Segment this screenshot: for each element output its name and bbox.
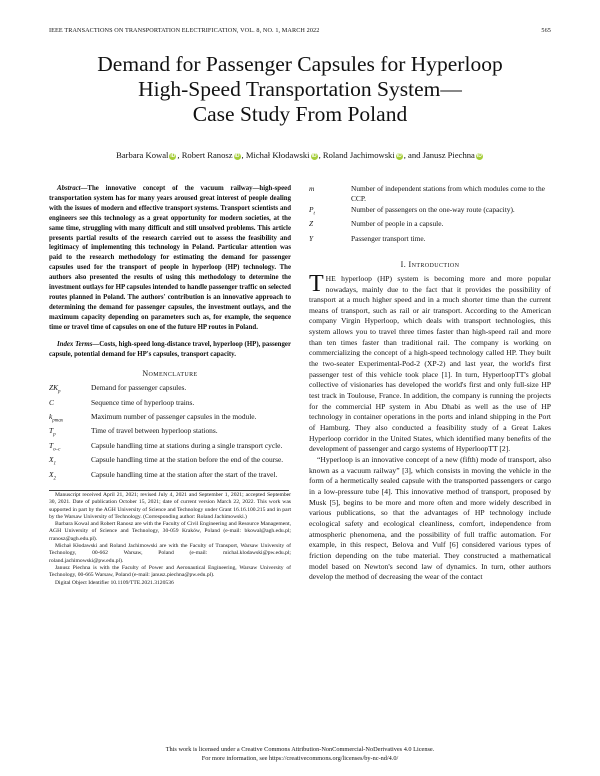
nomenclature-definition: Sequence time of hyperloop trains. [91,397,195,407]
nomenclature-symbol: $T_p$ [49,426,56,438]
author-name: Janusz Piechna [422,150,475,160]
nomenclature-symbol: $k_{pmax}$ [49,412,64,424]
title-line-3: Case Study From Poland [192,102,408,126]
intro-paragraph-2: “Hyperloop is an innovative concept of a new (fifth) mode of transport, also known as a vacuum railway” [3], which consists in moving the vehicle in the form of a hermetically sealed capsule with the transported passengers or cargo in a low-pressure tube [4]. This innovative method of transport, proposed by Musk [5], begins to be more and more often and more widely described in various publications, so that the advantages of HP technology include ecological safety and ecological cleanliness, comfort, independence from atmospheric phenomena, and the possibility of full traffic automation. For example, in this respect, Belova and Vulf [6] considered various types of friction depending on the tube material. They constructed a mathematical model based on Newton's second law of dynamics. In turn, other authors develop the method of decreasing the wear of the contact [309,455,551,582]
abstract-text: The innovative concept of the vacuum railway—high-speed transportation system has for many years aroused great interest of people dealing with the issues of modern and effective transport systems. Transport scientists and engineers see this technology as a great opportunity for modern societies, at the same time, struggling with many difficult and still unsolved problems. This article presents partial results of the research carried out to assess the feasibility and legitimacy of implementing this technology in Poland. Particular attention was paid to the research methodology for estimating the demand for passenger capsules used for the transport of people in hyperloop (HP) technology. The authors also presented the results of using this methodology to determine the investment outlays for HP capsules intended to handle passenger traffic on selected routes planned in Poland. The authors' contribution is an innovative approach to determining the demand for passenger capsules, the investment outlays, and the maximum capacity depending on parameters such as, for example, the sequence time or travel time of capsules on one of the future HP routes in Poland. [49,185,291,331]
license-line-2: For more information, see https://creativecommons.org/licenses/by-nc-nd/4.0/ [201,754,399,762]
nomenclature-symbol: m [309,184,315,193]
author-name: Roland Jachimowski [322,150,395,160]
nomenclature-definition: Capsule handling time at the station after the start of the travel. [91,469,278,479]
author-name: Robert Ranosz [181,150,233,160]
nomenclature-definition: Number of independent stations from which modules come to the CCP. [351,184,545,203]
footnote-rule [49,490,289,491]
nomenclature-symbol: $X_1$ [49,455,57,467]
title-line-2: High-Speed Transportation System— [138,77,462,101]
introduction-heading: I. Introduction [400,259,460,269]
nomenclature-definition: Time of travel between hyperloop stations. [91,426,218,436]
nomenclature-list-right [309,184,551,248]
author-separator: , and [403,150,423,160]
right-column [309,184,551,583]
orcid-icon[interactable]: iD [396,153,402,159]
abstract [49,184,291,333]
footnote-paragraph: Digital Object Identifier 10.1109/TTE.2021.3120536 [55,579,174,586]
nomenclature-list-left [49,383,291,484]
abstract-label: Abstract— [57,185,88,192]
orcid-icon[interactable]: iD [170,153,176,159]
page-number: 565 [541,27,551,34]
author-list [40,150,560,160]
author-name: Barbara Kowal [116,150,169,160]
orcid-icon[interactable]: iD [234,153,240,159]
nomenclature-symbol: Y [309,233,314,243]
left-column [49,184,291,587]
author-separator: , [318,150,323,160]
nomenclature-symbol: $X_2$ [49,469,57,482]
author-separator: , [177,150,182,160]
index-terms [49,340,291,360]
author-name: Michał Kłodawski [245,150,310,160]
footnote-paragraph: Janusz Piechna is with the Faculty of Power and Aeronautical Engineering, Warsaw University of Technology, 00-665 Warsaw, Poland (e-mail: janusz.piechna@pw.edu.pl). [49,564,291,579]
license-line-1: This work is licensed under a Creative Commons Attribution-NonCommercial-NoDerivatives 4.0 License. [165,746,435,753]
nomenclature-symbol: $ZK_p$ [49,383,61,395]
author-separator: , [241,150,246,160]
orcid-icon[interactable]: iD [311,153,317,159]
drop-cap: T [309,270,324,297]
footnote-paragraph: Barbara Kowal and Robert Ranosz are with the Faculty of Civil Engineering and Resource Management, AGH University of Science and Technology, 30-059 Kraków, Poland (e-mail: bkowal@agh.edu.pl; rranosz@agh.edu.pl). [49,521,291,542]
nomenclature-symbol: Z [309,219,314,229]
index-terms-label: Index Terms— [57,340,100,348]
nomenclature-symbol: C [49,397,54,407]
footnote-paragraph: Michał Kłodawski and Roland Jachimowski are with the Faculty of Transport, Warsaw University of Technology, 00-662 Warsaw, Poland (e-mail: michal.klodawski@pw.edu.pl; roland.jachimowski@pw.edu.pl). [49,543,291,564]
footnote-paragraph: Manuscript received April 21, 2021; revised July 4, 2021 and September 1, 2021; accepted September 30, 2021. Date of publication October 15, 2021; date of current version March 22, 2022. This work was supported in part by the AGH University of Science and Technology under Grant 16.16.100.215 and in part by the Warsaw University of Technology. (Corresponding author: Roland Jachimowski.) [49,491,291,520]
nomenclature-definition: Capsule handling time at stations during a single transport cycle. [91,440,283,450]
paper-title [40,52,560,127]
orcid-icon[interactable]: iD [476,153,482,159]
footnotes [49,492,291,587]
nomenclature-definition: Number of passengers on the one-way route (capacity). [351,204,515,214]
nomenclature-symbol: $P_t$ [309,204,315,217]
intro-paragraph-1-text: HE hyperloop (HP) system is becoming more and more popular nowadays, mainly due to the fact that it provides the possibility of transport at a much higher speed and in a much shorter time than the current means of transport, such as rail or air transport. According to the American company Virgin Hyperloop, which deals with transport technologies, this system allows you to travel three times faster than high-speed rail and more than ten times faster than traditional rail. The company is working on commercializing the concept of a high-speed technology called HP. They built the two-seater Experimental-Pod-2 (XP-2) and last year, the world's first passenger test of this vehicle took place [1]. In turn, HyperloopTT's global collective of visionaries has developed the world's first and only full-size HP test track in Toulouse, France. In addition, the company is running the projects for the commercial HP system in Abu Dhabi as well as the use of HP technology in container operations in the ports and inland shipping in the Port of Hamburg. They also conducted a feasibility study of a Great Lakes Hyperloop corridor in the United States, which identified many benefits of the development of passenger and cargo systems of HyperloopTT [2]. [309,273,551,454]
introduction-body [309,270,551,583]
nomenclature-definition: Passenger transport time. [351,233,426,243]
nomenclature-definition: Capsule handling time at the station before the end of the course. [91,455,284,465]
running-header [49,27,551,34]
index-terms-text: Costs, high-speed long-distance travel, hyperloop (HP), passenger capsule, potential demand for HP's capsules, transport capacity. [49,340,291,358]
nomenclature-symbol: $T_{o-c}$ [49,440,61,453]
license-notice [40,746,560,763]
nomenclature-definition: Demand for passenger capsules. [91,383,187,393]
journal-name: IEEE TRANSACTIONS ON TRANSPORTATION ELECTRIFICATION, VOL. 8, NO. 1, MARCH 2022 [49,27,320,34]
nomenclature-heading: Nomenclature [142,369,198,379]
nomenclature-definition: Maximum number of passenger capsules in the module. [91,412,257,422]
nomenclature-definition: Number of people in a capsule. [351,219,444,229]
intro-paragraph-1 [309,270,551,455]
title-line-1: Demand for Passenger Capsules for Hyperloop [97,52,503,76]
